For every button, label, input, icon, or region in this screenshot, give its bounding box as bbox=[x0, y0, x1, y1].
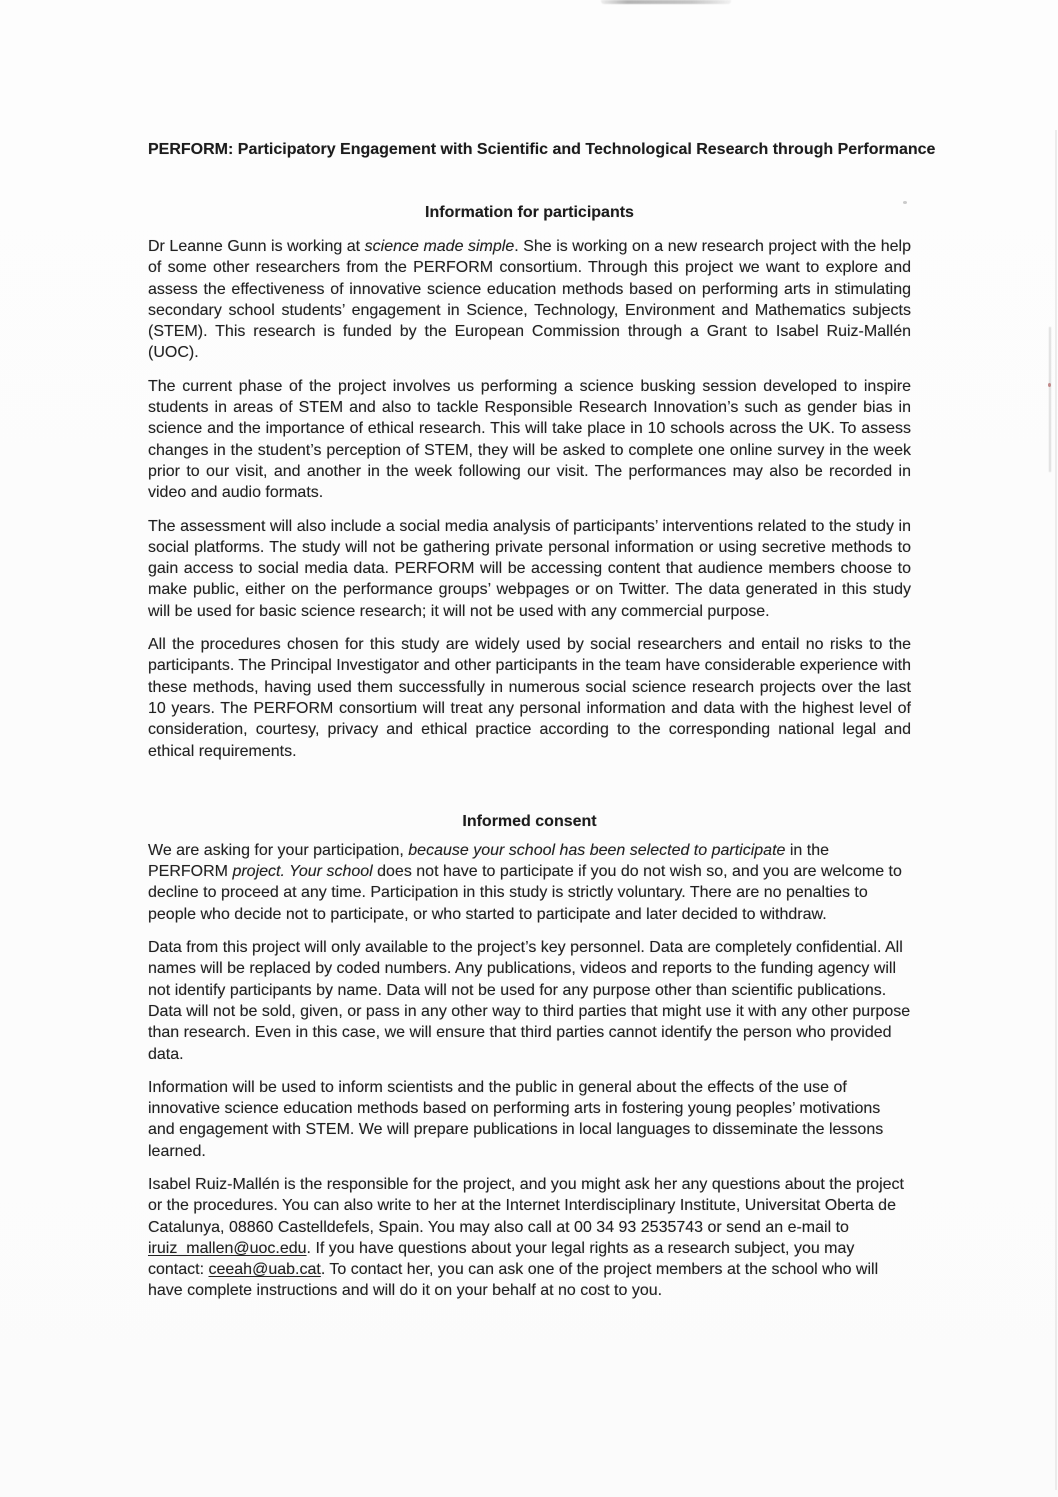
scan-smudge-top bbox=[601, 0, 731, 4]
scan-edge-streak bbox=[1049, 327, 1051, 472]
text-run: does not have to participate if you do not wish so, and you are welcome to decline to proceed at any time. Participation in this study is strictly voluntary. There are no penalties to people who decide not to participate, or who started to participate and later decided to withdraw. bbox=[148, 863, 902, 923]
paragraph-data-confidentiality bbox=[148, 937, 911, 1065]
text-run: The current phase of the project involves us performing a science busking session developed to inspire students in areas of STEM and also to tackle Responsible Research Innovation’s such as gender bias in science and the importance of ethical research. This will take place in 10 schools across the UK. To assess changes in the student’s perception of STEM, they will be asked to complete one online survey in the week prior to our visit, and another in the week following our visit. The performances may also be recorded in video and audio formats. bbox=[148, 377, 911, 502]
text-run: project. Your school bbox=[232, 863, 373, 881]
text-run: science made simple bbox=[364, 238, 515, 255]
email-link-uoc: iruiz_mallen@uoc.edu bbox=[148, 1239, 307, 1257]
paragraph-information-use bbox=[148, 1077, 911, 1162]
text-run: because your school has been selected to participate bbox=[408, 841, 786, 859]
section-heading-consent: Informed consent bbox=[462, 812, 597, 830]
text-run: The assessment will also include a social media analysis of participants’ interventions related to the study in social platforms. The study will not be gathering private personal information or using secretive methods to gain access to social media data. PERFORM will be accessing content that audience members choose to make public, either on the performance groups’ webpages or on Twitter. The data generated in this study will be used for basic science research; it will not be used with any commercial purpose. bbox=[148, 517, 911, 620]
paragraph-contact-details bbox=[148, 1174, 911, 1302]
scan-edge-line bbox=[1055, 130, 1057, 1490]
paragraph-current-phase bbox=[148, 376, 911, 504]
text-run: in the PERFORM bbox=[148, 841, 830, 881]
paragraph-procedures-risks bbox=[148, 634, 911, 762]
text-run: Dr Leanne Gunn is working at bbox=[148, 238, 365, 255]
paragraph-voluntary-participation bbox=[148, 840, 911, 925]
text-run: . To contact her, you can ask one of the project members at the school who will have complete instructions and will do it on your behalf at no cost to you. bbox=[148, 1261, 879, 1300]
section-information-for-participants bbox=[148, 202, 911, 762]
section-informed-consent bbox=[148, 811, 911, 1302]
text-run: Data from this project will only available to the project’s key personnel. Data are completely confidential. All names will be replaced by coded numbers. Any publications, videos and reports to the funding agency will not identify participants by name. Data will not be used for any purpose other than scientific publications. Data will not be sold, given, or pass in any other way to third parties that might use it with any other purpose than research. Even in this case, we will ensure that third parties cannot identify the person who provided data. bbox=[148, 939, 911, 1063]
paragraph-project-intro bbox=[148, 236, 911, 364]
text-run: We are asking for your participation, bbox=[148, 841, 409, 859]
section-heading-information: Information for participants bbox=[425, 204, 634, 221]
scan-red-speck bbox=[1048, 383, 1051, 387]
document-title: PERFORM: Participatory Engagement with Scientific and Technological Research through Performance bbox=[148, 141, 936, 158]
text-run: . She is working on a new research project with the help of some other researchers from the PERFORM consortium. Through this project we want to explore and assess the effectiveness of innovative science education methods based on performing arts in stimulating secondary school students’ engagement in Science, Technology, Environment and Mathematics subjects (STEM). This research is funded by the European Commission through a Grant to Isabel Ruiz-Mallén (UOC). bbox=[148, 238, 911, 362]
paragraph-social-media-analysis bbox=[148, 516, 911, 622]
text-run: Isabel Ruiz-Mallén is the responsible for the project, and you might ask her any questions about the project or the procedures. You can also write to her at the Internet Interdisciplinary Institute, Universitat Oberta de Catalunya, 08860 Castelldefels, Spain. You may also call at 00 34 93 2535743 or send an e-mail to bbox=[148, 1175, 904, 1236]
email-link-uab: ceeah@uab.cat bbox=[208, 1261, 321, 1279]
text-run: . If you have questions about your legal rights as a research subject, you may contact: bbox=[148, 1239, 855, 1279]
scanned-document-page bbox=[148, 139, 936, 1314]
text-run: Information will be used to inform scientists and the public in general about the effects of the use of innovative science education methods based on performing arts in fostering young peoples’ motivations and engagement with STEM. We will prepare publications in local languages to disseminate the lessons learned. bbox=[148, 1078, 884, 1160]
text-run: All the procedures chosen for this study are widely used by social researchers and entail no risks to the participants. The Principal Investigator and other participants in the team have considerable experience with these methods, having used them successfully in numerous social science research projects over the last 10 years. The PERFORM consortium will treat any personal information and data with the highest level of consideration, courtesy, privacy and ethical practice according to the corresponding national legal and ethical requirements. bbox=[148, 636, 911, 760]
